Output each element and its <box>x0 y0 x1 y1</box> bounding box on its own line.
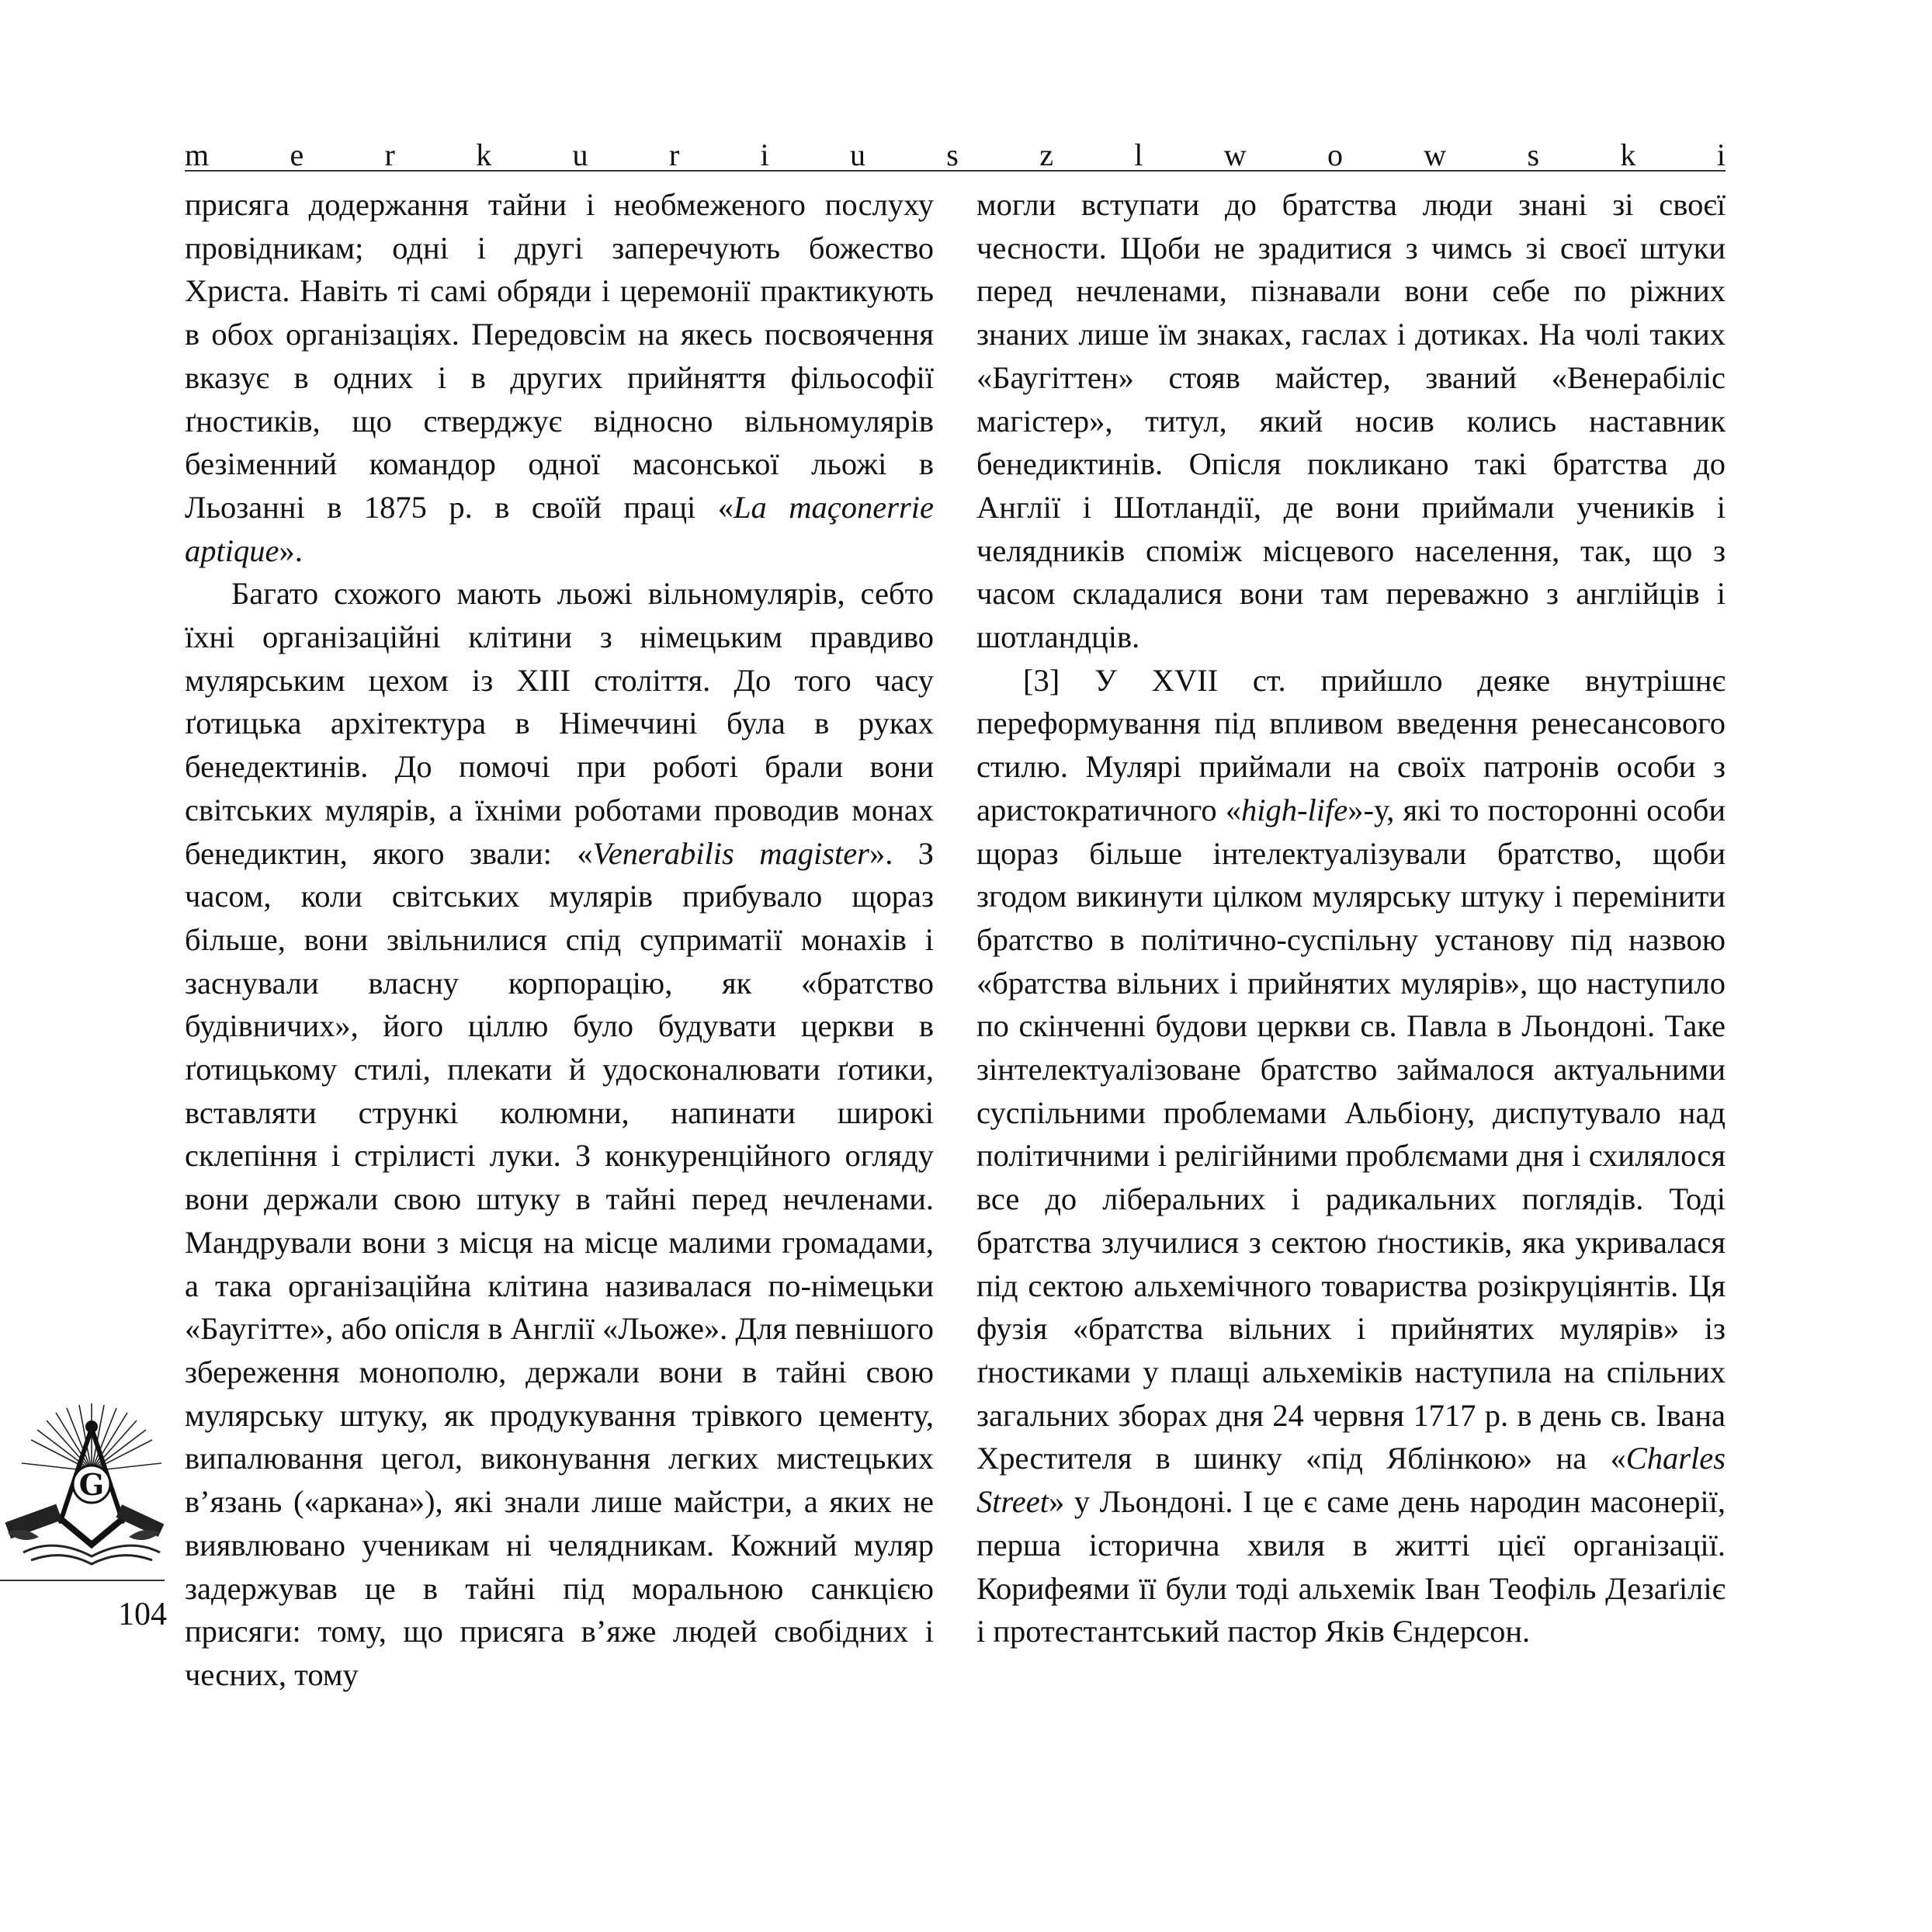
header-letter: i <box>1716 137 1726 172</box>
right-column <box>976 183 1726 1653</box>
header-letter: e <box>290 137 304 172</box>
header-letter: l <box>1134 137 1143 172</box>
header-letter: m <box>185 137 210 172</box>
header-letter: r <box>384 137 395 172</box>
header-letter: w <box>1424 137 1447 172</box>
header-letter: o <box>1327 137 1343 172</box>
right-paragraph-1: могли вступати до братства люди знані зі своєї чесности. Щоби не зрадитися з чимсь зі своєї штуки перед нечленами, пізнавали вони себе по ріжних знаних лише їм знаках, гаслах і дотиках. На чолі таких «Баугіттен» стояв майстер, званий «Венерабіліс магістер», титул, який носив колись наставник бенедиктинів. Опісля покликано такі братства до Англії і Шотландії, де вони приймали учеників і челядників споміж місцевого населення, так, що з часом складалися вони там переважно з англійців і шотландців. <box>976 187 1726 655</box>
header-letter: k <box>476 137 492 172</box>
page-number: 104 <box>118 1597 167 1632</box>
right-paragraph-2: [3] У XVII ст. прийшло деяке внутрішнє переформування під впливом введення ренесансового стилю. Мулярі приймали на своїх патронів особи з аристократичного «high-life»-у, які то посторонні особи щораз більше інтелектуалізували братство, щоби згодом викинути цілком мулярську штуку і перемінити братство в політично-суспільну установу під назвою «братства вільних і прийнятих мулярів», що наступило по скінченні будови церкви св. Павла в Льондоні. Таке зінтелектуалізоване братство займалося актуальними суспільними проблемами Альбіону, диспутувало над політичними і релігійними проблємами дня і схилялося все до ліберальних і радикальних поглядів. Тоді братства злучилися з сектою ґностиків, яка укривалася під сектою альхемічного товариства розікруціянтів. Ця фузія «братства вільних і прийнятих мулярів» із ґностиками у плащі альхеміків наступила на спільних загальних зборах дня 24 червня 1717 р. в день св. Івана Хрестителя в шинку «під Яблінкою» на «Charles Street» у Льондоні. І це є саме день народин масонерії, перша історична хвиля в житті цієї організації. Корифеями її були тоді альхемік Іван Теофіль Дезаґіліє і протестантський пастор Яків Єндерсон. <box>976 662 1726 1649</box>
left-column <box>185 183 934 1697</box>
masonic-emblem-icon <box>0 1397 168 1570</box>
header-letter: s <box>946 137 959 172</box>
header-letter: s <box>1527 137 1540 172</box>
left-paragraph-2: Багато схожого мають льожі вільномулярів, себто їхні організаційні клітини з німецьким правдиво мулярським цехом із XIII століття. До того часу ґотицька архітектура в Німеччині була в руках бенедектинів. До помочі при роботі брали вони світських мулярів, а їхніми роботами проводив монах бенедиктин, якого звали: «Venerabilis magister». З часом, коли світських мулярів прибувало щораз більше, вони звільнилися спід суприматії монахів і заснували власну корпорацію, як «братство будівничих», його ціллю було будувати церкви в ґотицькому стилі, плекати й удосконалювати ґотики, вставляти стрункі колюмни, напинати широкі склепіння і стрілисті луки. З конкуренційного огляду вони держали свою штуку в тайні перед нечленами. Мандрували вони з місця на місце малими громадами, а така організаційна клітина називалася по-німецьки «Баугітте», або опісля в Англії «Льоже». Для певнішого збереження монополю, держали вони в тайні свою мулярську штуку, як продукування трівкого цементу, випалювання цегол, виконування легких мистецьких в’язань («аркана»), які знали лише майстри, а яких не виявлювано ученикам ні челядникам. Кожний муляр задержував це в тайні під моральною санкцією присяги: тому, що присяга в’яже людей свобідних і чесних, тому <box>185 576 935 1692</box>
header-letter: z <box>1039 137 1053 172</box>
header-letter: u <box>572 137 588 172</box>
header-rule <box>185 170 1726 172</box>
running-header <box>185 132 1726 171</box>
header-letter: i <box>760 137 769 172</box>
header-letter: w <box>1223 137 1247 172</box>
left-paragraph-1: присяга додержання тайни і необмеженого послуху провідникам; одні і другі заперечують божество Христа. Навіть ті самі обряди і церемонії практикують в обох організаціях. Передовсім на якесь посвоячення вказує в одних і в других прийняття фільософії ґностиків, що стверджує відносно вільномулярів безіменний командор одної масонської льожі в Льозанні в 1875 р. в своїй праці «La maçonerrie aptique». <box>185 187 934 568</box>
header-letter: u <box>849 137 865 172</box>
footer-rule <box>0 1580 165 1581</box>
svg-text:G: G <box>78 1467 105 1502</box>
header-letter: r <box>668 137 680 172</box>
header-letter: k <box>1620 137 1636 172</box>
